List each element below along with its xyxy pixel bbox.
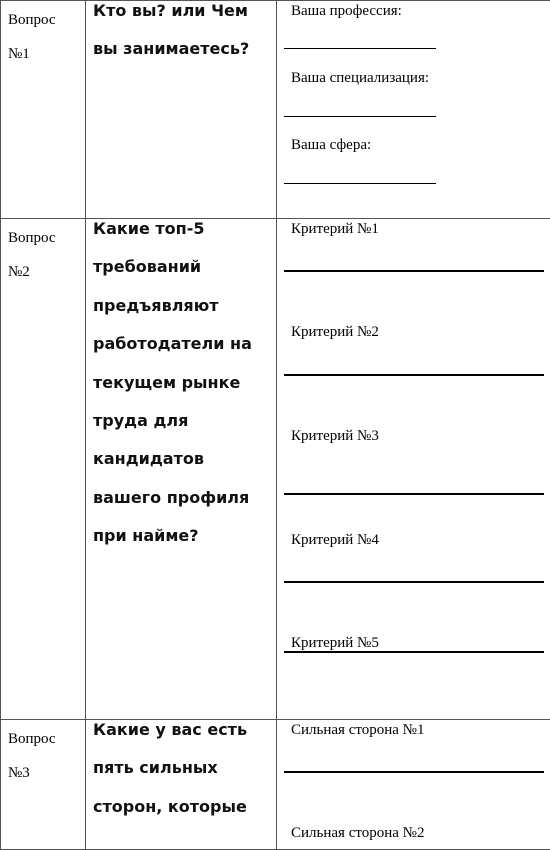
sphere-label: Ваша сфера:	[284, 137, 371, 154]
answer-cell	[277, 219, 550, 720]
question-text-cell	[86, 1, 277, 219]
question-text: Кто вы? или Чем вы занимаетесь?	[86, 1, 276, 69]
question-label	[1, 720, 85, 790]
criterion-2-label: Критерий №2	[284, 324, 379, 341]
criterion-5-label: Критерий №5	[284, 635, 379, 652]
criterion-1-label: Критерий №1	[284, 221, 379, 238]
question-label	[1, 219, 85, 289]
question-text-cell	[86, 720, 277, 850]
criterion-2-input-line[interactable]	[284, 374, 544, 376]
strength-2-label: Сильная сторона №2	[284, 825, 424, 842]
table-row	[1, 219, 550, 720]
question-text-cell	[86, 219, 277, 720]
profession-input-line[interactable]	[284, 48, 436, 49]
criterion-1-input-line[interactable]	[284, 270, 544, 272]
question-label-cell	[1, 219, 86, 720]
table-row	[1, 720, 550, 850]
question-label-cell	[1, 1, 86, 219]
specialization-input-line[interactable]	[284, 116, 436, 117]
criterion-3-input-line[interactable]	[284, 493, 544, 495]
specialization-label: Ваша специализация:	[284, 70, 429, 87]
question-label-word: Вопрос	[8, 3, 85, 37]
strength-1-input-line[interactable]	[284, 771, 544, 773]
question-text: Какие топ-5 требований предъявляют работодатели на текущем рынке труда для кандидатов вашего профиля при найме?	[86, 219, 276, 556]
question-label-number: №1	[8, 37, 85, 71]
answer-cell	[277, 1, 550, 219]
question-label-number: №3	[8, 756, 85, 790]
answer-cell	[277, 720, 550, 850]
question-label-word: Вопрос	[8, 722, 85, 756]
table-row	[1, 1, 550, 219]
profession-label: Ваша профессия:	[284, 3, 402, 20]
criterion-4-input-line[interactable]	[284, 581, 544, 583]
sphere-input-line[interactable]	[284, 183, 436, 184]
criterion-5-input-line[interactable]	[284, 651, 544, 653]
question-label	[1, 1, 85, 71]
question-text: Какие у вас есть пять сильных сторон, которые	[86, 720, 276, 827]
strength-1-label: Сильная сторона №1	[284, 722, 424, 739]
question-label-cell	[1, 720, 86, 850]
criterion-4-label: Критерий №4	[284, 532, 379, 549]
question-label-word: Вопрос	[8, 221, 85, 255]
criterion-3-label: Критерий №3	[284, 428, 379, 445]
question-label-number: №2	[8, 255, 85, 289]
